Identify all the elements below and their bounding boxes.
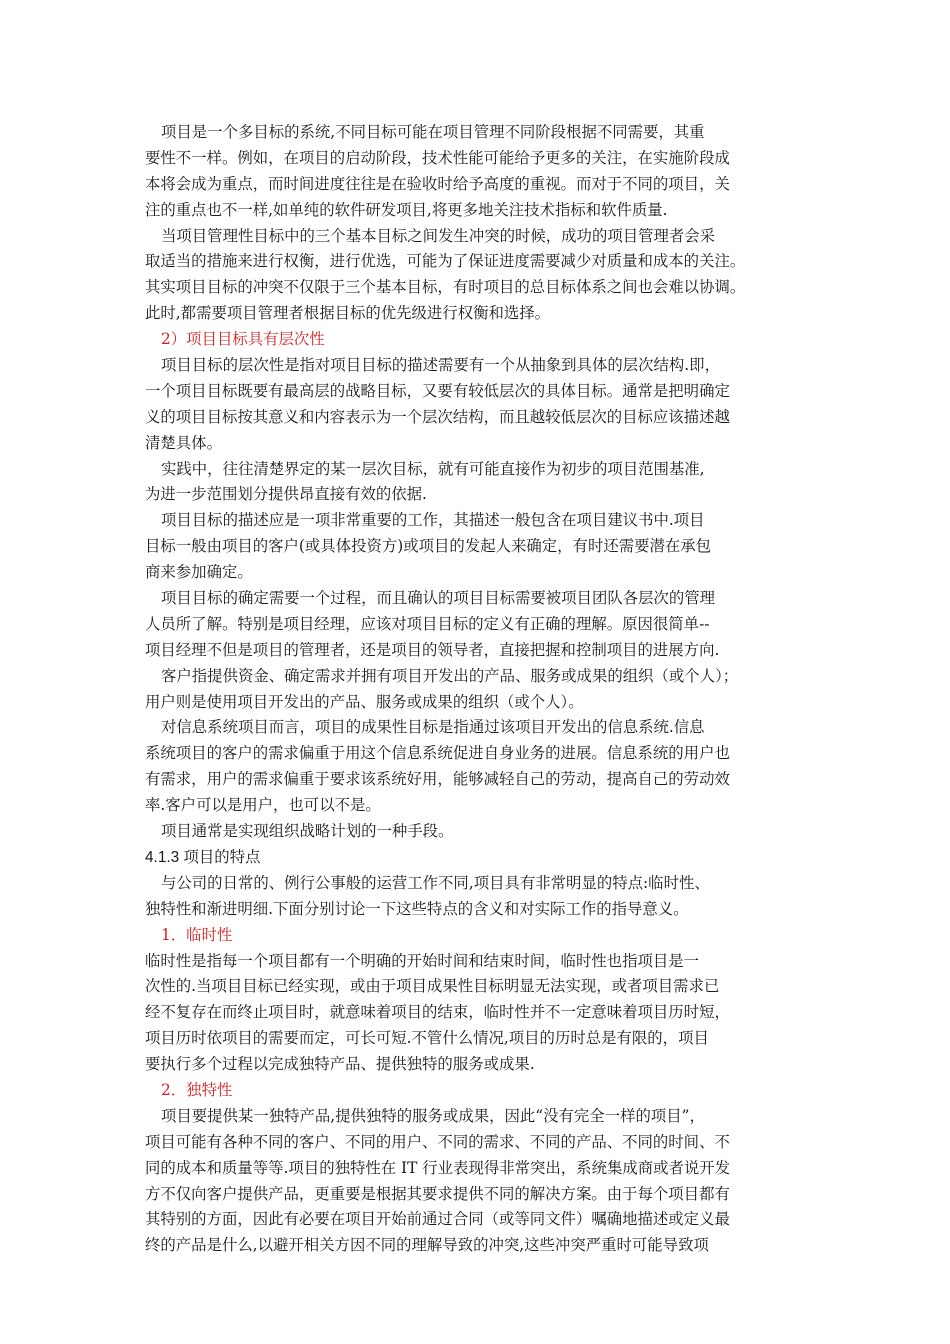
text-line: 项目目标的描述应是一项非常重要的工作，其描述一般包含在项目建议书中.项目 — [161, 511, 705, 530]
text-line: 取适当的措施来进行权衡，进行优选，可能为了保证进度需要减少对质量和成本的关注。 — [145, 252, 746, 271]
text-line: 要执行多个过程以完成独特产品、提供独特的服务或成果. — [145, 1055, 535, 1074]
text-line: 要性不一样。例如，在项目的启动阶段，技术性能可能给予更多的关注，在实施阶段成 — [145, 148, 730, 167]
text-line: 有需求，用户的需求偏重于要求该系统好用，能够减轻自己的劳动，提高自己的劳动效 — [145, 770, 730, 789]
text-line: 其实项目目标的冲突不仅限于三个基本目标，有时项目的总目标体系之间也会难以协调。 — [145, 278, 746, 297]
text-line: 项目经理不但是项目的管理者，还是项目的领导者，直接把握和控制项目的进展方向. — [145, 640, 720, 659]
subsection-heading: 2．独特性 — [161, 1080, 233, 1099]
text-line: 独特性和渐进明细.下面分别讨论一下这些特点的含义和对实际工作的指导意义。 — [145, 899, 689, 918]
text-line: 人员所了解。特别是项目经理，应该对项目目标的定义有正确的理解。原因很简单-- — [145, 614, 710, 633]
text-line: 当项目管理性目标中的三个基本目标之间发生冲突的时候，成功的项目管理者会采 — [161, 226, 716, 245]
section-heading: 4.1.3 项目的特点 — [145, 848, 261, 866]
text-line: 客户指提供资金、确定需求并拥有项目开发出的产品、服务或成果的组织（或个人）； — [161, 666, 739, 685]
text-line: 实践中，往往清楚界定的某一层次目标，就有可能直接作为初步的项目范围基准, — [161, 459, 705, 478]
text-line: 次性的.当项目目标已经实现，或由于项目成果性目标明显无法实现，或者项目需求已 — [145, 977, 720, 996]
text-line: 目标一般由项目的客户(或具体投资方)或项目的发起人来确定，有时还需要潜在承包 — [145, 537, 712, 556]
text-line: 项目要提供某一独特产品,提供独特的服务或成果，因此“没有完全一样的项目”， — [161, 1106, 705, 1125]
text-line: 对信息系统项目而言，项目的成果性目标是指通过该项目开发出的信息系统.信息 — [161, 718, 705, 737]
text-line: 清楚具体。 — [145, 433, 222, 452]
text-line: 项目目标的确定需要一个过程，而且确认的项目目标需要被项目团队各层次的管理 — [161, 589, 716, 608]
text-line: 临时性是指每一个项目都有一个明确的开始时间和结束时间，临时性也指项目是一 — [145, 951, 700, 970]
text-line: 项目历时依项目的需要而定，可长可短.不管什么情况,项目的历时总是有限的，项目 — [145, 1029, 709, 1048]
text-line: 一个项目目标既要有最高层的战略目标，又要有较低层次的具体目标。通常是把明确定 — [145, 381, 730, 400]
text-line: 率.客户可以是用户，也可以不是。 — [145, 796, 381, 815]
text-line: 系统项目的客户的需求偏重于用这个信息系统促进自身业务的进展。信息系统的用户也 — [145, 744, 730, 763]
subsection-heading: 1．临时性 — [161, 925, 233, 944]
text-line: 商来参加确定。 — [145, 563, 253, 582]
text-line: 项目是一个多目标的系统,不同目标可能在项目管理不同阶段根据不同需要，其重 — [161, 123, 705, 141]
text-line: 项目可能有各种不同的客户、不同的用户、不同的需求、不同的产品、不同的时间、不 — [145, 1132, 730, 1151]
text-line: 经不复存在而终止项目时，就意味着项目的结束，临时性并不一定意味着项目历时短， — [145, 1003, 730, 1022]
text-line: 注的重点也不一样,如单纯的软件研发项目,将更多地关注技术指标和软件质量. — [145, 200, 668, 219]
text-line: 项目目标的层次性是指对项目目标的描述需要有一个从抽象到具体的层次结构.即， — [161, 356, 720, 375]
text-line: 项目通常是实现组织战略计划的一种手段。 — [161, 822, 454, 841]
text-line: 用户则是使用项目开发出的产品、服务或成果的组织（或个人）。 — [145, 692, 584, 711]
text-line: 为进一步范围划分提供昂直接有效的依据. — [145, 485, 427, 504]
text-line: 此时,都需要项目管理者根据目标的优先级进行权衡和选择。 — [145, 304, 551, 323]
text-line: 方不仅向客户提供产品，更重要是根据其要求提供不同的解决方案。由于每个项目都有 — [145, 1184, 730, 1203]
text-line: 与公司的日常的、例行公事般的运营工作不同,项目具有非常明显的特点:临时性、 — [161, 873, 710, 892]
text-line: 同的成本和质量等等.项目的独特性在 IT 行业表现得非常突出，系统集成商或者说开发 — [145, 1158, 731, 1177]
document-body — [145, 120, 795, 1259]
text-line: 其特别的方面，因此有必要在项目开始前通过合同（或等同文件）嘱确地描述或定义最 — [145, 1210, 730, 1229]
text-line: 终的产品是什么,以避开相关方因不同的理解导致的冲突,这些冲突严重时可能导致项 — [145, 1236, 709, 1255]
text-line: 义的项目目标按其意义和内容表示为一个层次结构，而且越较低层次的目标应该描述越 — [145, 407, 730, 426]
subsection-heading: 2）项目目标具有层次性 — [161, 330, 325, 349]
text-line: 本将会成为重点，而时间进度往往是在验收时给予高度的重视。而对于不同的项目，关 — [145, 174, 730, 193]
